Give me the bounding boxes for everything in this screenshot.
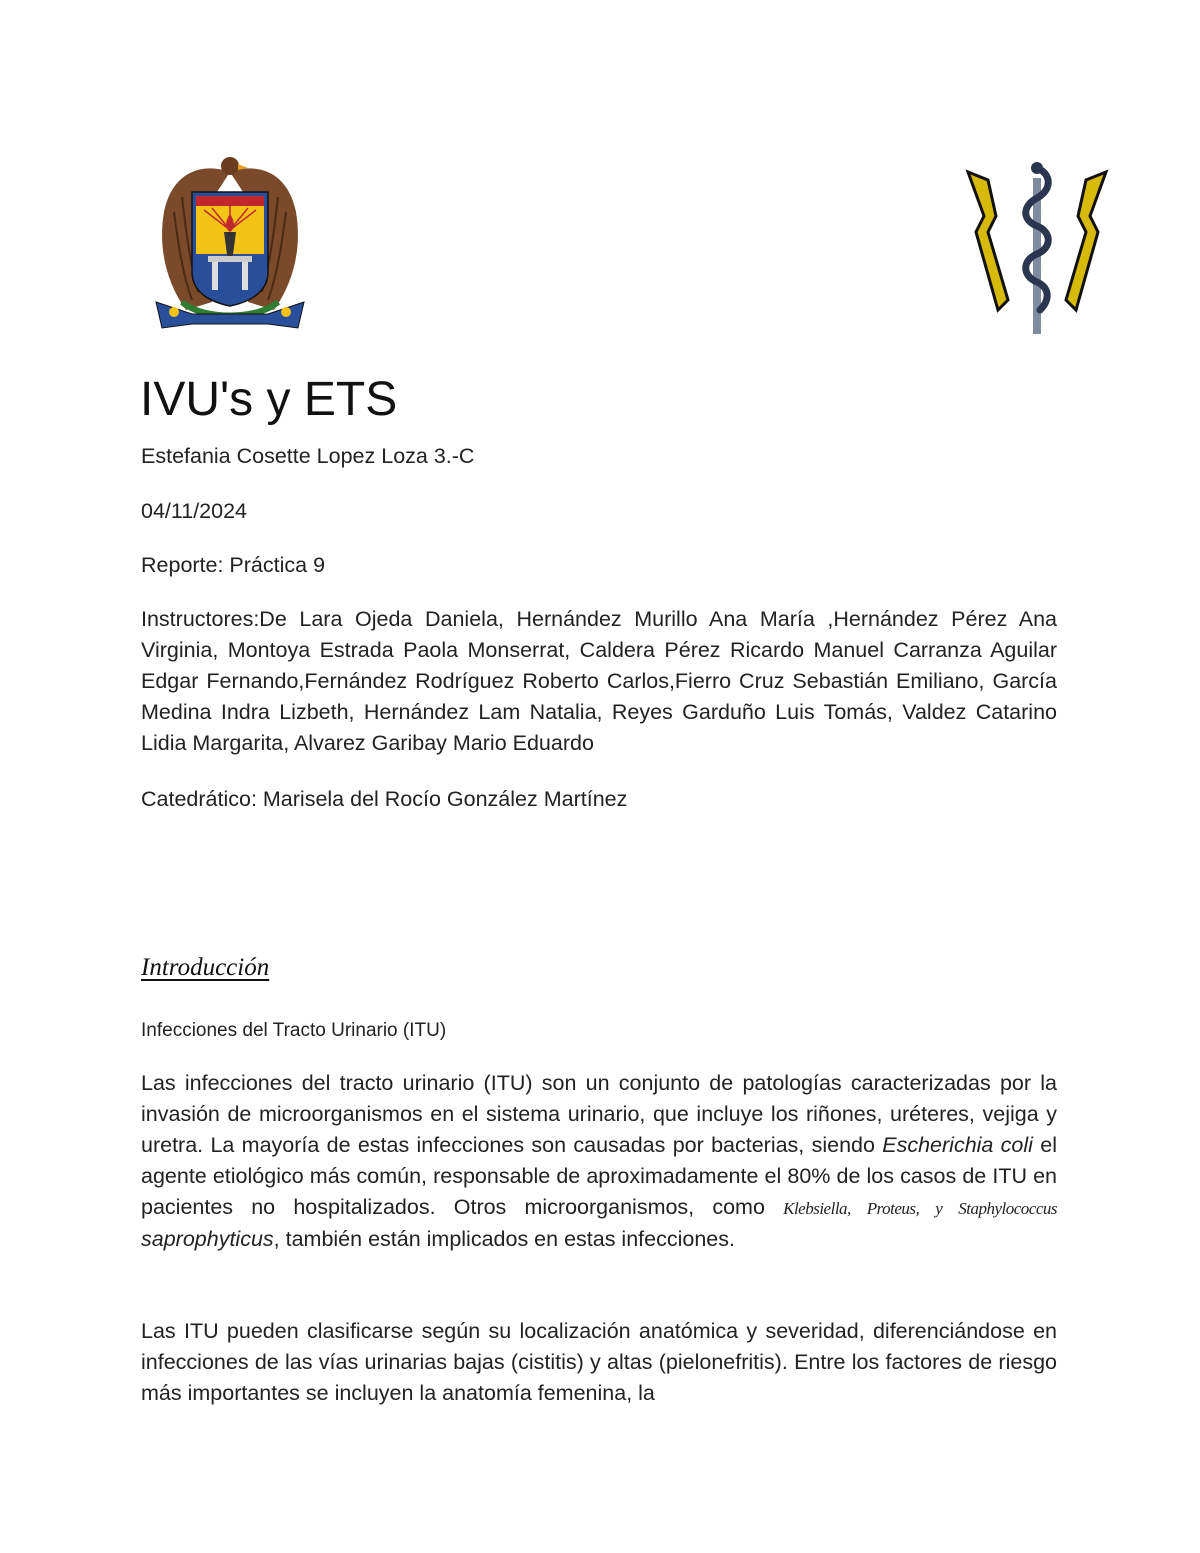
script-species-names: Klebsiella, Proteus, y Staphylococcus — [783, 1199, 1057, 1218]
medical-staff-serpent-icon — [962, 160, 1112, 338]
document-date: 04/11/2024 — [141, 499, 248, 523]
report-label: Reporte: Práctica 9 — [141, 553, 326, 577]
section-heading-introduction: Introducción — [141, 954, 270, 981]
subsection-heading: Infecciones del Tracto Urinario (ITU) — [141, 1020, 447, 1041]
author-name: Estefania Cosette Lopez Loza 3.-C — [141, 444, 475, 468]
italic-species-name: saprophyticus — [141, 1227, 274, 1251]
university-eagle-crest-icon — [152, 152, 308, 336]
paragraph — [141, 1068, 1057, 1255]
professor-name: Catedrático: Marisela del Rocío González Martínez — [141, 787, 628, 811]
document-title: IVU's y ETS — [140, 373, 398, 426]
italic-species-name: Escherichia coli — [882, 1133, 1033, 1157]
paragraph-text: , también están implicados en estas infecciones. — [273, 1227, 735, 1251]
paragraph-text: Las infecciones del tracto urinario (ITU) son un conjunto de patologías caracterizadas por la invasión de microorganismos en el sistema urinario, que incluye los riñones, uréteres, vejiga y uretra. La mayoría de estas infecciones son causadas por bacterias, siendo — [141, 1071, 1057, 1157]
paragraph-text: el agente etiológico más común, responsable de aproximadamente el 80% de los casos de ITU en pacientes no hospitalizados. Otros microorganismos, como — [141, 1133, 1057, 1219]
paragraph: Las ITU pueden clasificarse según su localización anatómica y severidad, diferenciándose en infecciones de las vías urinarias bajas (cistitis) y altas (pielonefritis). Entre los factores de riesgo más importantes se incluyen la anatomía femenina, la — [141, 1319, 1057, 1405]
instructors-list: Instructores:De Lara Ojeda Daniela, Hernández Murillo Ana María ,Hernández Pérez Ana Virginia, Montoya Estrada Paola Monserrat, Caldera Pérez Ricardo Manuel Carranza Aguilar Edgar Fernando,Fernández Rodríguez Roberto Carlos,Fierro Cruz Sebastián Emiliano, García Medina Indra Lizbeth, Hernández Lam Natalia, Reyes Garduño Luis Tomás, Valdez Catarino Lidia Margarita, Alvarez Garibay Mario Eduardo — [141, 607, 1057, 755]
